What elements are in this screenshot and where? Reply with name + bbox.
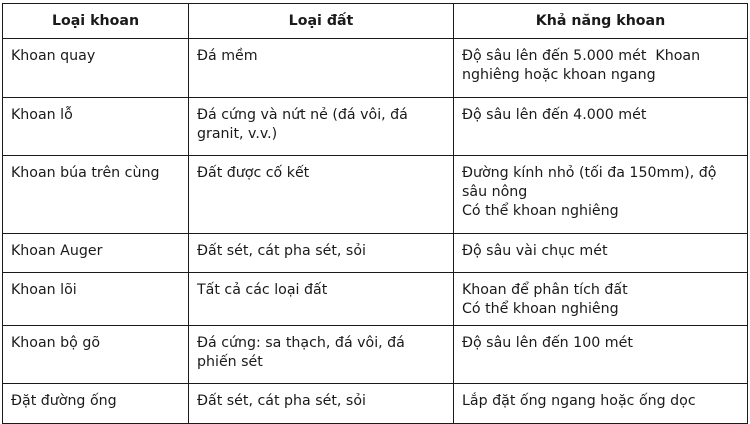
cell-line: Đá mềm [197, 48, 258, 64]
table-row [3, 384, 748, 424]
cell-line: Độ sâu lên đến 100 mét [462, 335, 633, 351]
cell-soil-type [189, 234, 454, 273]
cell-soil-type [189, 156, 454, 234]
cell-capability [454, 234, 748, 273]
cell-line: Đá cứng và nứt nẻ (đá vôi, đá granit, v.v.) [197, 107, 413, 142]
table-row [3, 234, 748, 273]
cell-line: Độ sâu vài chục mét [462, 243, 608, 259]
cell-line: Có thể khoan nghiêng [462, 203, 619, 219]
cell-soil-type [189, 39, 454, 98]
cell-line: Đường kính nhỏ (tối đa 150mm), độ sâu nông [462, 165, 721, 200]
cell-drill-type: Khoan Auger [3, 234, 189, 273]
table-row [3, 273, 748, 326]
table-row [3, 326, 748, 384]
cell-drill-type: Khoan quay [3, 39, 189, 98]
drilling-types-table [2, 3, 748, 424]
cell-capability [454, 384, 748, 424]
header-drill-capability: Khả năng khoan [454, 4, 748, 39]
cell-soil-type [189, 273, 454, 326]
header-soil-type: Loại đất [189, 4, 454, 39]
cell-line: Đất được cố kết [197, 165, 310, 181]
table-row [3, 39, 748, 98]
cell-line: Lắp đặt ống ngang hoặc ống dọc [462, 393, 696, 409]
cell-line: Đất sét, cát pha sét, sỏi [197, 393, 366, 409]
cell-capability [454, 156, 748, 234]
cell-soil-type [189, 384, 454, 424]
table-row [3, 98, 748, 156]
drilling-types-table-container [2, 3, 747, 421]
cell-drill-type: Khoan lỗ [3, 98, 189, 156]
cell-capability [454, 326, 748, 384]
cell-drill-type: Khoan lõi [3, 273, 189, 326]
table-row [3, 156, 748, 234]
cell-line: Đá cứng: sa thạch, đá vôi, đá phiến sét [197, 335, 410, 370]
cell-line: Có thể khoan nghiêng [462, 301, 619, 317]
cell-line: Độ sâu lên đến 5.000 mét Khoan nghiêng hoặc khoan ngang [462, 48, 705, 83]
cell-drill-type: Khoan bộ gõ [3, 326, 189, 384]
cell-capability [454, 98, 748, 156]
cell-line: Tất cả các loại đất [197, 282, 328, 298]
cell-soil-type [189, 326, 454, 384]
header-drill-type: Loại khoan [3, 4, 189, 39]
table-header-row [3, 4, 748, 39]
cell-drill-type: Khoan búa trên cùng [3, 156, 189, 234]
cell-soil-type [189, 98, 454, 156]
cell-line: Độ sâu lên đến 4.000 mét [462, 107, 647, 123]
cell-line: Đất sét, cát pha sét, sỏi [197, 243, 366, 259]
cell-capability [454, 39, 748, 98]
cell-drill-type: Đặt đường ống [3, 384, 189, 424]
cell-capability [454, 273, 748, 326]
cell-line: Khoan để phân tích đất [462, 282, 628, 298]
